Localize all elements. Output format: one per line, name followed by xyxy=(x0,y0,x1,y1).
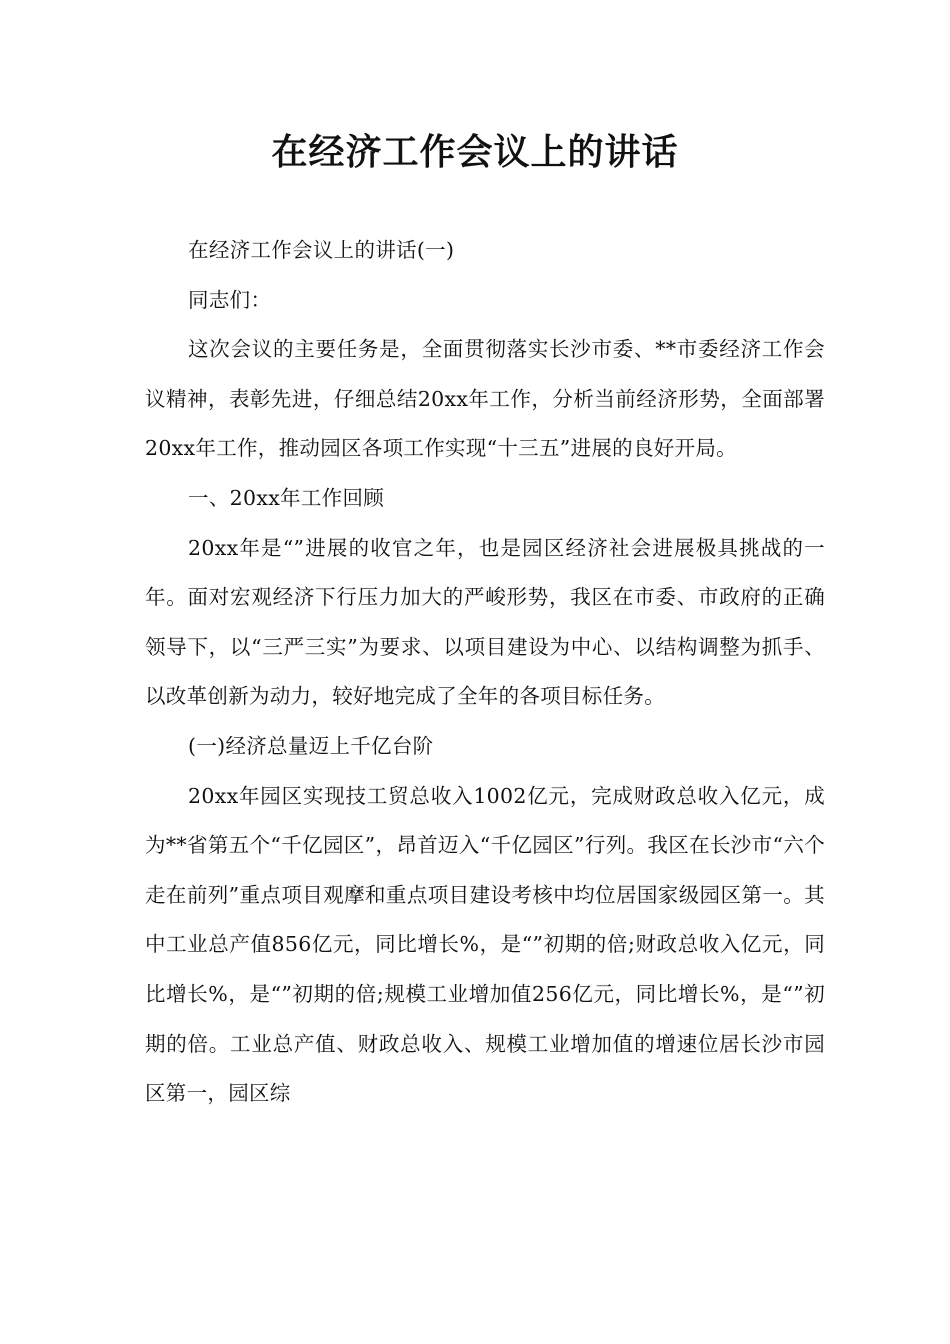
subsection-heading-economy: (一)经济总量迈上千亿台阶 xyxy=(188,733,434,758)
paragraph-review: 20xx年是“”进展的收官之年，也是园区经济社会进展极具挑战的一年。面对宏观经济下行压力加大的严峻形势，我区在市委、市政府的正确领导下，以“三严三实”为要求、以项目建设为中心、以结构调整为抓手、以改革创新为动力，较好地完成了全年的各项目标任务。 xyxy=(145,535,825,709)
paragraph-intro: 这次会议的主要任务是，全面贯彻落实长沙市委、**市委经济工作会议精神，表彰先进，仔细总结20xx年工作，分析当前经济形势，全面部署20xx年工作，推动园区各项工作实现“十三五”进展的良好开局。 xyxy=(145,337,825,461)
paragraph-subtitle: 在经济工作会议上的讲话(一) xyxy=(188,238,455,262)
paragraph-economy: 20xx年园区实现技工贸总收入1002亿元，完成财政总收入亿元，成为**省第五个“千亿园区”，昂首迈入“千亿园区”行列。我区在长沙市“六个走在前列”重点项目观摩和重点项目建设考核中均位居国家级园区第一。其中工业总产值856亿元，同比增长%，是“”初期的倍;财政总收入亿元，同比增长%，是“”初期的倍;规模工业增加值256亿元，同比增长%，是“”初期的倍。工业总产值、财政总收入、规模工业增加值的增速位居长沙市园区第一，园区综 xyxy=(145,783,825,1106)
paragraph-salutation: 同志们： xyxy=(188,287,272,312)
document-title: 在经济工作会议上的讲话 xyxy=(271,132,679,173)
section-heading-review: 一、20xx年工作回顾 xyxy=(188,485,385,510)
document-body xyxy=(145,226,825,1119)
